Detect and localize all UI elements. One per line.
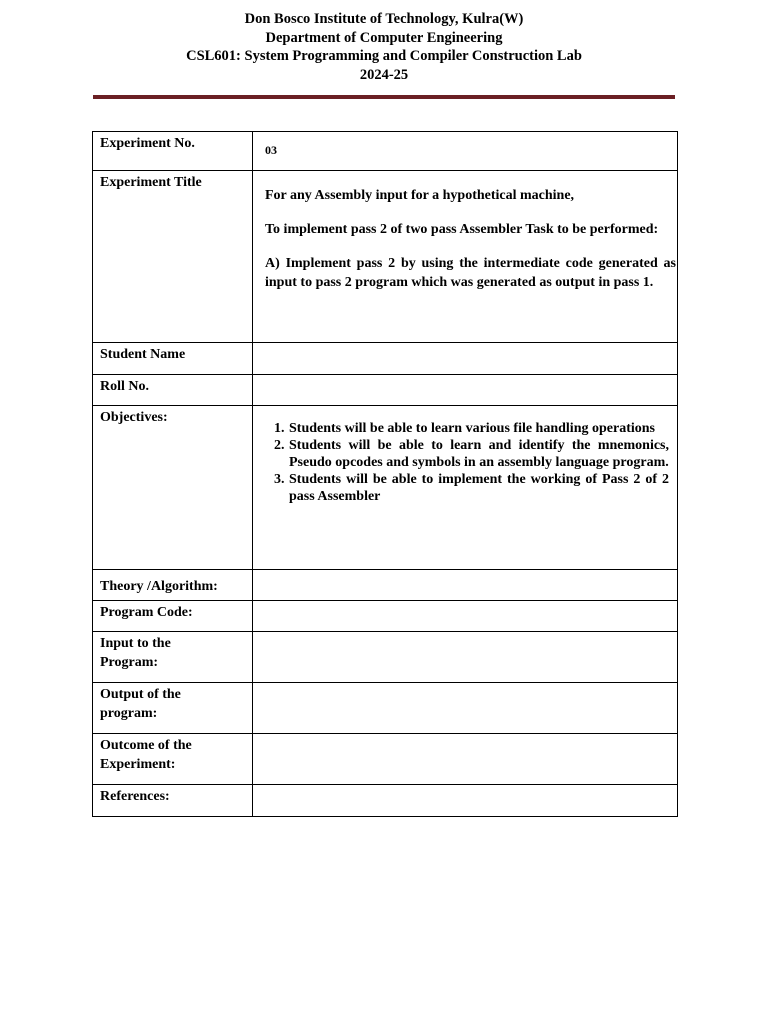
row-roll-no (93, 375, 678, 406)
header-divider (93, 95, 675, 99)
row-theory (93, 570, 678, 601)
value-experiment-title (253, 171, 678, 343)
label-outcome: Outcome of the Experiment: (93, 734, 253, 785)
academic-year: 2024-25 (359, 66, 409, 83)
course-name: CSL601: System Programming and Compiler Construction Lab (186, 48, 582, 64)
label-student-name: Student Name (93, 343, 253, 375)
label-output: Output of the program: (93, 683, 253, 734)
row-student-name (93, 343, 678, 375)
label-theory: Theory /Algorithm: (93, 570, 253, 601)
value-theory (253, 570, 678, 601)
row-outcome (93, 734, 678, 785)
label-experiment-title: Experiment Title (93, 171, 253, 343)
label-input: Input to the Program: (93, 632, 253, 683)
institute-name: Don Bosco Institute of Technology, Kulra(W) (244, 11, 524, 27)
value-experiment-no: 03 (253, 132, 678, 171)
value-output (253, 683, 678, 734)
value-program-code (253, 601, 678, 632)
label-experiment-no: Experiment No. (93, 132, 253, 171)
title-paragraph-1: For any Assembly input for a hypothetical machine, (265, 188, 575, 203)
objective-item: 3. Students will be able to implement the working of Pass 2 of 2 pass Assembler (288, 471, 669, 505)
value-roll-no (253, 375, 678, 406)
row-objectives (93, 406, 678, 570)
title-paragraph-2: To implement pass 2 of two pass Assembler Task to be performed: (265, 222, 659, 237)
row-input (93, 632, 678, 683)
row-experiment-no (93, 132, 678, 171)
value-references (253, 785, 678, 817)
value-student-name (253, 343, 678, 375)
label-program-code: Program Code: (93, 601, 253, 632)
objective-item: 2. Students will be able to learn and identify the mnemonics, Pseudo opcodes and symbols in an assembly language program. (288, 437, 669, 471)
label-roll-no: Roll No. (93, 375, 253, 406)
value-outcome (253, 734, 678, 785)
title-paragraph-3: A) Implement pass 2 by using the intermediate code generated as input to pass 2 program which was generated as output in pass 1. (265, 256, 676, 290)
row-references (93, 785, 678, 817)
objectives-list (265, 420, 669, 505)
row-experiment-title (93, 171, 678, 343)
value-input (253, 632, 678, 683)
document-header (0, 10, 768, 84)
objective-item: 1. Students will be able to learn various file handling operations (288, 420, 669, 437)
row-program-code (93, 601, 678, 632)
department-name: Department of Computer Engineering (265, 29, 503, 46)
label-objectives: Objectives: (93, 406, 253, 570)
row-output (93, 683, 678, 734)
experiment-form-table (92, 131, 678, 817)
label-references: References: (93, 785, 253, 817)
value-objectives (253, 406, 678, 570)
